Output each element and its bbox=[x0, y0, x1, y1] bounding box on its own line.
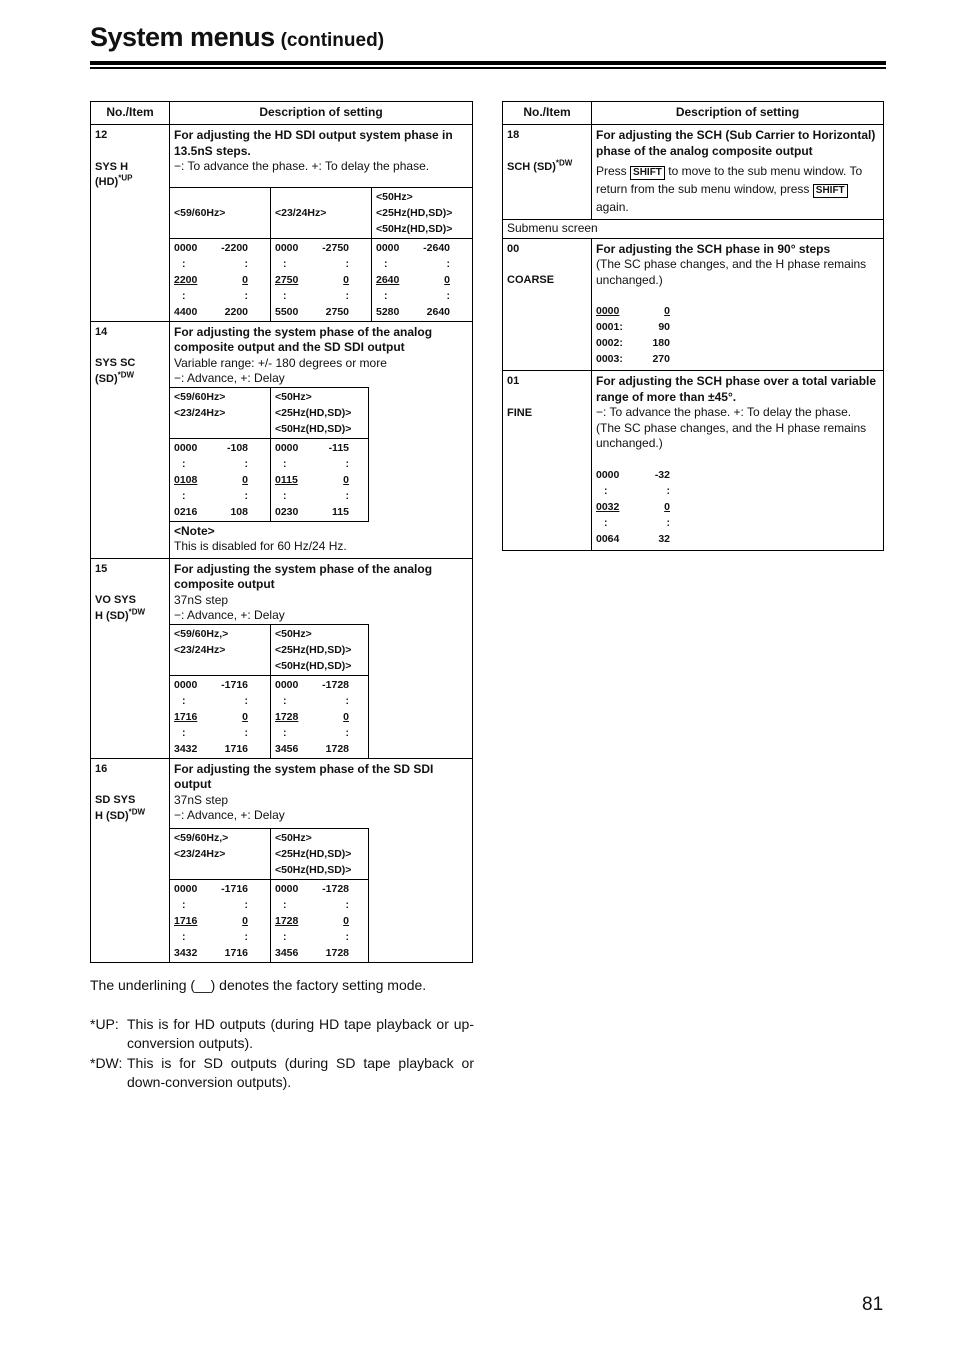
value-row: : : bbox=[283, 726, 349, 739]
value-row: 3432 1716 bbox=[174, 946, 248, 959]
value-row: 2640 0 bbox=[376, 273, 450, 286]
value-list bbox=[596, 467, 670, 547]
item-cell: 14 SYS SC (SD)$^{*DW}$ bbox=[91, 321, 170, 558]
value-list bbox=[275, 881, 349, 961]
value-row: 0115 0 bbox=[275, 473, 349, 486]
value-row: : : bbox=[283, 694, 349, 707]
item-cell: 18 SCH (SD)$^{*DW}$ bbox=[503, 125, 592, 220]
value-row: 1716 0 bbox=[174, 914, 248, 927]
item-cell: 01 FINE bbox=[503, 371, 592, 551]
value-row: 3456 1728 bbox=[275, 946, 349, 959]
page-header bbox=[90, 22, 384, 53]
table-row bbox=[503, 371, 884, 551]
underline-note: The underlining (__) denotes the factory setting mode. bbox=[90, 977, 427, 993]
value-row: : : bbox=[182, 726, 248, 739]
footnotes bbox=[90, 976, 474, 1093]
value-row: : : bbox=[182, 257, 248, 270]
shift-key-label: SHIFT bbox=[813, 184, 848, 198]
value-row: 1728 0 bbox=[275, 914, 349, 927]
right-settings-table bbox=[502, 101, 884, 551]
page-number: 81 bbox=[862, 1294, 884, 1315]
column-header: <50Hz> <25Hz(HD,SD)> <50Hz(HD,SD)> bbox=[271, 624, 369, 675]
value-row: 0000 -1716 bbox=[174, 882, 248, 895]
value-row: 0000 -1728 bbox=[275, 882, 349, 895]
table-row bbox=[91, 758, 473, 962]
table-row bbox=[503, 238, 884, 371]
shift-key-label: SHIFT bbox=[630, 166, 665, 180]
value-row: 0032 0 bbox=[596, 500, 670, 513]
column-header: <59/60Hz,> <23/24Hz> bbox=[170, 624, 271, 675]
note-dw: *DW: This is for SD outputs (during SD tape playback or down-conversion outputs). bbox=[90, 1054, 474, 1090]
column-header: <50Hz> <25Hz(HD,SD)> <50Hz(HD,SD)> bbox=[271, 387, 369, 438]
page-title: System menus bbox=[90, 22, 275, 52]
value-row: : : bbox=[182, 489, 248, 502]
value-row: : : bbox=[604, 516, 670, 529]
value-row: 0230 115 bbox=[275, 505, 349, 518]
value-row: : : bbox=[182, 457, 248, 470]
value-row: 0003: 270 bbox=[596, 353, 670, 365]
desc-cell: For adjusting the system phase of the SD SDI output 37nS step −: Advance, +: Delay <59/60Hz,> <23/24Hz> <50Hz> <25Hz(HD,SD)> <50Hz(HD,SD)> 0000 -1716 : : 1716 0 : : 3432 1716 0000 -1728 : : 1728 0 : : 3456 1728 bbox=[170, 758, 473, 962]
value-row: 0000 -108 bbox=[174, 441, 248, 454]
column-header: <50Hz> <25Hz(HD,SD)> <50Hz(HD,SD)> bbox=[271, 828, 369, 879]
value-list bbox=[596, 303, 670, 367]
value-row: : : bbox=[182, 898, 248, 911]
value-row: 2200 0 bbox=[174, 273, 248, 286]
value-row: 1716 0 bbox=[174, 710, 248, 723]
value-list bbox=[174, 440, 248, 520]
value-table bbox=[169, 387, 369, 522]
column-header: <50Hz> <25Hz(HD,SD)> <50Hz(HD,SD)> bbox=[372, 187, 473, 238]
value-row: 0000 -2200 bbox=[174, 241, 248, 254]
col-header-item: No./Item bbox=[503, 102, 592, 125]
value-row: : : bbox=[182, 930, 248, 943]
value-list bbox=[174, 881, 248, 961]
value-row: : : bbox=[182, 289, 248, 302]
header-rule bbox=[90, 61, 886, 65]
value-row: 0000 -32 bbox=[596, 468, 670, 481]
value-row: 0216 108 bbox=[174, 505, 248, 518]
column-header: <59/60Hz,> <23/24Hz> bbox=[170, 828, 271, 879]
submenu-label: Submenu screen bbox=[503, 220, 884, 239]
col-header-item: No./Item bbox=[91, 102, 170, 125]
value-row: 1728 0 bbox=[275, 710, 349, 723]
value-table bbox=[169, 828, 369, 963]
value-list bbox=[174, 677, 248, 757]
value-row: 2750 0 bbox=[275, 273, 349, 286]
header-rule-thin bbox=[90, 67, 886, 69]
value-row: 0001: 90 bbox=[596, 321, 670, 333]
left-settings-table bbox=[90, 101, 473, 963]
submenu-row bbox=[503, 220, 884, 239]
value-row: : : bbox=[283, 489, 349, 502]
value-row: : : bbox=[384, 289, 450, 302]
value-row: 4400 2200 bbox=[174, 305, 248, 318]
desc-cell: For adjusting the system phase of the analog composite output 37nS step −: Advance, +: Delay <59/60Hz,> <23/24Hz> <50Hz> <25Hz(HD,SD)> <50Hz(HD,SD)> 0000 -1716 : : 1716 0 : : 3432 1716 0000 -1728 : : 1728 0 : : 3456 1728 bbox=[170, 558, 473, 758]
value-row: : : bbox=[283, 930, 349, 943]
value-list bbox=[376, 240, 450, 320]
value-row: 0064 32 bbox=[596, 532, 670, 545]
desc-cell: For adjusting the SCH phase in 90° steps (The SC phase changes, and the H phase remains unchanged.) 0000 0 0001: 90 0002: 180 0003: 270 bbox=[592, 238, 884, 371]
value-row: 0000 -2750 bbox=[275, 241, 349, 254]
value-row: 0108 0 bbox=[174, 473, 248, 486]
value-list bbox=[275, 440, 349, 520]
item-cell: 16 SD SYS H (SD)$^{*DW}$ bbox=[91, 758, 170, 962]
desc-cell: For adjusting the SCH (Sub Carrier to Horizontal) phase of the analog composite output Press SHIFT to move to the sub menu window. To return from the sub menu window, press SHIFT again. bbox=[592, 125, 884, 220]
value-row: : : bbox=[182, 694, 248, 707]
value-row: 0000 -1716 bbox=[174, 678, 248, 691]
desc-cell: For adjusting the HD SDI output system phase in 13.5nS steps. −: To advance the phase. +: To delay the phase. <59/60Hz> <23/24Hz> <50Hz> <25Hz(HD,SD)> <50Hz(HD,SD)> 0000 -2200 : : 2200 0 : : 4400 2200 0000 -2750 : : 2750 0 : : 5500 2750 0000 -2640 : : 2640 0 : : 5280 2640 bbox=[170, 125, 473, 322]
value-list bbox=[174, 240, 248, 320]
col-header-desc: Description of setting bbox=[170, 102, 473, 125]
item-cell: 15 VO SYS H (SD)$^{*DW}$ bbox=[91, 558, 170, 758]
value-row: : : bbox=[283, 898, 349, 911]
value-row: : : bbox=[384, 257, 450, 270]
table-row bbox=[91, 321, 473, 558]
note-up: *UP: This is for HD outputs (during HD tape playback or up-conversion outputs). bbox=[90, 1015, 474, 1051]
value-row: 0002: 180 bbox=[596, 337, 670, 349]
desc-cell: For adjusting the SCH phase over a total variable range of more than ±45°. −: To advance the phase. +: To delay the phase. (The SC phase changes, and the H phase remains unchanged.) 0000 -32 : : 0032 0 : : 0064 32 bbox=[592, 371, 884, 551]
value-row: 3432 1716 bbox=[174, 742, 248, 755]
value-list bbox=[275, 240, 349, 320]
value-list bbox=[275, 677, 349, 757]
value-table: <59/60Hz> <23/24Hz> <50Hz> <25Hz(HD,SD)> <50Hz(HD,SD)> 0000 -2200 : : 2200 0 : : 4400 2200 0000 -2750 : : 2750 0 : : 5500 2750 0000 -2640 : : 2640 0 : : 5280 2640 bbox=[169, 187, 473, 322]
item-cell: 00 COARSE bbox=[503, 238, 592, 371]
page-title-continued: (continued) bbox=[280, 30, 385, 51]
value-table bbox=[169, 624, 369, 759]
value-row: 5280 2640 bbox=[376, 305, 450, 318]
value-row: 0000 -115 bbox=[275, 441, 349, 454]
value-row: 5500 2750 bbox=[275, 305, 349, 318]
value-row: 0000 0 bbox=[596, 305, 670, 317]
value-row: 0000 -1728 bbox=[275, 678, 349, 691]
col-header-desc: Description of setting bbox=[592, 102, 884, 125]
value-row: 0000 -2640 bbox=[376, 241, 450, 254]
value-row: : : bbox=[283, 257, 349, 270]
value-row: 3456 1728 bbox=[275, 742, 349, 755]
column-header: <59/60Hz> <23/24Hz> bbox=[170, 387, 271, 438]
table-row bbox=[503, 125, 884, 220]
table-row bbox=[91, 125, 473, 322]
value-row: : : bbox=[283, 457, 349, 470]
table-row bbox=[91, 558, 473, 758]
value-row: : : bbox=[283, 289, 349, 302]
desc-cell: For adjusting the system phase of the analog composite output and the SD SDI output Variable range: +/- 180 degrees or more −: Advance, +: Delay <59/60Hz> <23/24Hz> <50Hz> <25Hz(HD,SD)> <50Hz(HD,SD)> 0000 -108 : : 0108 0 : : 0216 108 0000 -115 : : 0115 0 : : 0230 115 <Note> This is disabled for 60 Hz/24 Hz. bbox=[170, 321, 473, 558]
value-row: : : bbox=[604, 484, 670, 497]
item-cell: 12 SYS H (HD)$^{*UP}$ bbox=[91, 125, 170, 322]
